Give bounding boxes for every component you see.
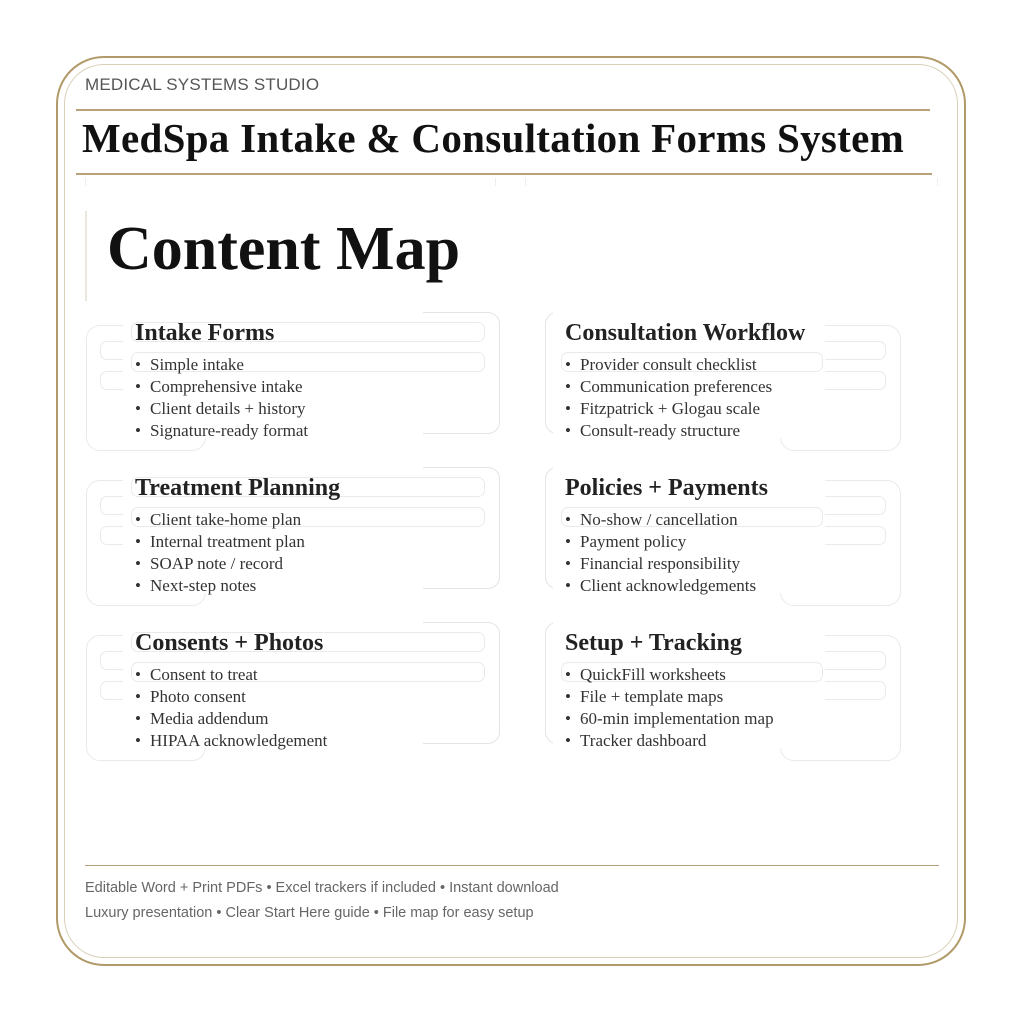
list-item-text: Photo consent bbox=[150, 687, 246, 706]
studio-label: MEDICAL SYSTEMS STUDIO bbox=[85, 75, 320, 94]
header-rule-bottom bbox=[76, 173, 932, 175]
section-heading: Intake Forms bbox=[135, 320, 275, 346]
section-list bbox=[565, 509, 756, 597]
list-item-text: Signature-ready format bbox=[150, 421, 309, 440]
section-list bbox=[565, 664, 774, 752]
section-card-setup-tracking bbox=[553, 622, 833, 750]
list-item-text: Client take-home plan bbox=[150, 510, 302, 529]
section-heading: Consents + Photos bbox=[135, 630, 324, 656]
list-item bbox=[135, 398, 308, 420]
bullet: • bbox=[565, 687, 571, 706]
list-item bbox=[565, 376, 772, 398]
ghost-divider bbox=[937, 178, 938, 186]
list-item-text: Fitzpatrick + Glogau scale bbox=[580, 399, 761, 418]
list-item-text: HIPAA acknowledgement bbox=[150, 731, 328, 750]
list-item-text: Financial responsibility bbox=[580, 554, 741, 573]
list-item bbox=[565, 553, 756, 575]
bullet: • bbox=[565, 554, 571, 573]
list-item-text: QuickFill worksheets bbox=[580, 665, 726, 684]
page-title: MedSpa Intake & Consultation Forms System bbox=[82, 115, 905, 161]
list-item-text: Simple intake bbox=[150, 355, 244, 374]
list-item bbox=[135, 509, 305, 531]
list-item-text: Comprehensive intake bbox=[150, 377, 303, 396]
section-card-treatment-planning bbox=[123, 467, 403, 595]
section-list bbox=[565, 354, 772, 442]
bullet: • bbox=[565, 532, 571, 551]
list-item-text: Consent to treat bbox=[150, 665, 258, 684]
list-item bbox=[565, 420, 772, 442]
section-heading: Setup + Tracking bbox=[565, 630, 742, 656]
footer-line-2: Luxury presentation • Clear Start Here guide • File map for easy setup bbox=[85, 905, 534, 921]
list-item bbox=[565, 398, 772, 420]
list-item bbox=[565, 354, 772, 376]
list-item bbox=[135, 354, 308, 376]
list-item bbox=[565, 509, 756, 531]
list-item bbox=[135, 553, 305, 575]
list-item bbox=[565, 730, 774, 752]
list-item-text: Consult-ready structure bbox=[580, 421, 741, 440]
section-list bbox=[135, 509, 305, 597]
bullet: • bbox=[565, 399, 571, 418]
footer-line-1: Editable Word + Print PDFs • Excel trackers if included • Instant download bbox=[85, 880, 559, 896]
bullet: • bbox=[135, 709, 141, 728]
list-item bbox=[135, 708, 327, 730]
section-heading: Consultation Workflow bbox=[565, 320, 806, 346]
list-item-text: Client acknowledgements bbox=[580, 576, 757, 595]
section-card-consultation-workflow bbox=[553, 312, 833, 440]
list-item-text: Media addendum bbox=[150, 709, 269, 728]
section-list bbox=[135, 664, 327, 752]
bullet: • bbox=[135, 576, 141, 595]
content-map-title: Content Map bbox=[107, 215, 461, 283]
list-item-text: Payment policy bbox=[580, 532, 687, 551]
section-list bbox=[135, 354, 308, 442]
bullet: • bbox=[135, 532, 141, 551]
list-item-text: 60-min implementation map bbox=[580, 709, 774, 728]
section-card-intake-forms bbox=[123, 312, 403, 440]
bullet: • bbox=[565, 709, 571, 728]
list-item-text: No-show / cancellation bbox=[580, 510, 738, 529]
bullet: • bbox=[135, 377, 141, 396]
bullet: • bbox=[135, 731, 141, 750]
list-item bbox=[565, 664, 774, 686]
list-item-text: Communication preferences bbox=[580, 377, 773, 396]
bullet: • bbox=[565, 665, 571, 684]
ghost-divider bbox=[525, 178, 526, 186]
bullet: • bbox=[135, 399, 141, 418]
list-item bbox=[135, 531, 305, 553]
section-card-policies-payments bbox=[553, 467, 833, 595]
bullet: • bbox=[565, 355, 571, 374]
list-item bbox=[135, 420, 308, 442]
bullet: • bbox=[135, 421, 141, 440]
list-item bbox=[565, 686, 774, 708]
list-item-text: Client details + history bbox=[150, 399, 306, 418]
section-heading: Treatment Planning bbox=[135, 475, 341, 501]
bullet: • bbox=[565, 576, 571, 595]
list-item-text: SOAP note / record bbox=[150, 554, 283, 573]
bullet: • bbox=[565, 731, 571, 750]
list-item-text: File + template maps bbox=[580, 687, 724, 706]
list-item bbox=[135, 686, 327, 708]
ghost-divider bbox=[495, 178, 496, 186]
list-item-text: Tracker dashboard bbox=[580, 731, 707, 750]
bullet: • bbox=[135, 665, 141, 684]
list-item bbox=[135, 575, 305, 597]
list-item bbox=[135, 664, 327, 686]
list-item bbox=[135, 376, 308, 398]
bullet: • bbox=[565, 510, 571, 529]
ghost-divider bbox=[85, 178, 86, 186]
bullet: • bbox=[135, 554, 141, 573]
list-item-text: Provider consult checklist bbox=[580, 355, 757, 374]
bullet: • bbox=[135, 687, 141, 706]
section-heading: Policies + Payments bbox=[565, 475, 768, 501]
bullet: • bbox=[135, 510, 141, 529]
list-item bbox=[565, 575, 756, 597]
bullet: • bbox=[135, 355, 141, 374]
bullet: • bbox=[565, 377, 571, 396]
list-item-text: Internal treatment plan bbox=[150, 532, 305, 551]
bullet: • bbox=[565, 421, 571, 440]
list-item bbox=[565, 531, 756, 553]
header-rule-top bbox=[76, 109, 930, 111]
list-item bbox=[565, 708, 774, 730]
content-map-accent-bar bbox=[85, 211, 87, 301]
footer-rule bbox=[85, 865, 939, 866]
list-item-text: Next-step notes bbox=[150, 576, 257, 595]
list-item bbox=[135, 730, 327, 752]
section-card-consents-photos bbox=[123, 622, 403, 750]
